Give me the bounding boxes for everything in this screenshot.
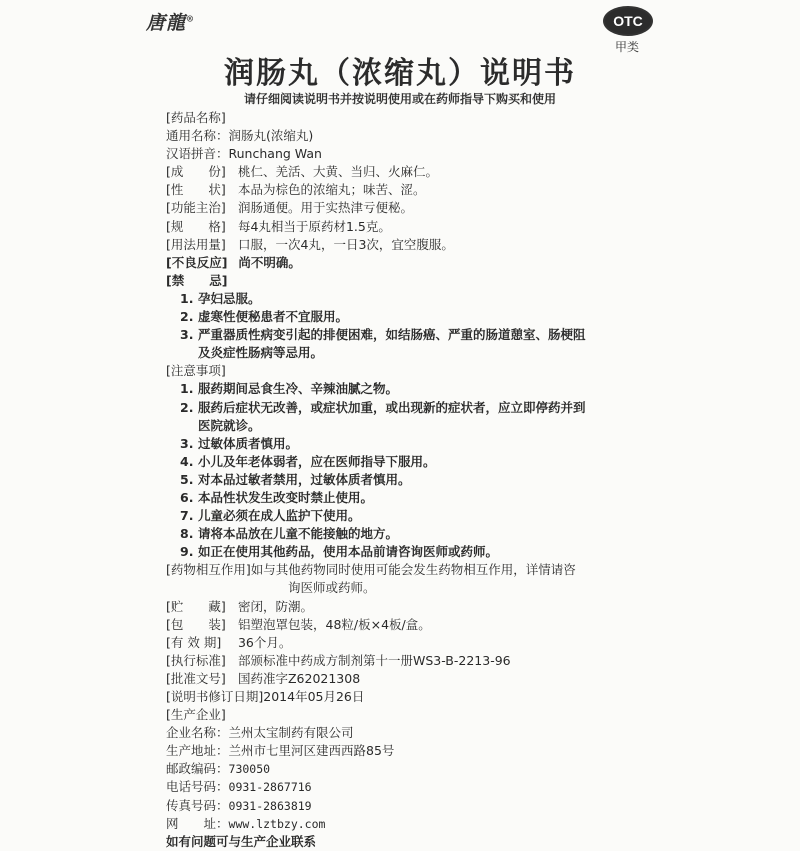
precautions-header: [注意事项] [166, 363, 226, 379]
contraindications-header: [禁 忌] [166, 272, 228, 288]
brand-logo: 唐龍® [146, 12, 196, 34]
manufacturer-row: 传真号码：0931-2863819 [166, 797, 312, 813]
adverse-label: [不良反应] [166, 254, 228, 270]
interactions-value-cont: 询医师或药师。 [288, 580, 376, 596]
approval-label: [批准文号] [166, 670, 226, 686]
indications-value: 润肠通便。用于实热津亏便秘。 [237, 200, 413, 216]
usage-row [166, 236, 686, 254]
manufacturer-row: 电话号码：0931-2867716 [166, 779, 312, 795]
manufacturer-row: 网 址：www.lztbzy.com [166, 815, 326, 831]
interactions-row [166, 561, 686, 579]
usage-notice: 请仔细阅读说明书并按说明使用或在药师指导下购买和使用 [243, 92, 556, 106]
validity-row [166, 634, 686, 652]
manufacturer-row: 企业名称：兰州太宝制药有限公司 [166, 725, 354, 741]
ingredients-value: 桃仁、羌活、大黄、当归、火麻仁。 [237, 164, 438, 180]
interactions-label: [药物相互作用] [166, 562, 251, 578]
page-title: 润肠丸（浓缩丸）说明书 [224, 56, 576, 91]
revision-label: [说明书修订日期] [166, 689, 264, 704]
revision-value: 2014年05月26日 [263, 689, 365, 704]
common-name-value: 润肠丸(浓缩丸) [228, 128, 314, 144]
storage-value: 密闭，防潮。 [237, 598, 313, 614]
packaging-value: 铝塑泡罩包装，48粒/板×4板/盒。 [237, 616, 431, 632]
precaution-item: 3. 过敏体质者慎用。 [180, 435, 299, 451]
manufacturer-header: [生产企业] [166, 707, 226, 723]
packaging-label: [包 装] [166, 616, 226, 632]
usage-label: [用法用量] [166, 236, 226, 252]
pinyin-label: 汉语拼音： [166, 146, 229, 162]
precaution-item: 1. 服药期间忌食生冷、辛辣油腻之物。 [180, 381, 399, 397]
contraindication-item: 2. 虚寒性便秘患者不宜服用。 [180, 309, 349, 325]
precaution-item: 8. 请将本品放在儿童不能接触的地方。 [180, 526, 399, 542]
usage-value: 口服，一次4丸，一日3次，宜空腹服。 [237, 236, 454, 252]
otc-badge: OTC [603, 6, 653, 36]
adverse-row [166, 254, 686, 272]
ingredients-row [166, 163, 686, 181]
pinyin-value: Runchang Wan [228, 146, 322, 162]
drug-name-header: [药品名称] [166, 110, 226, 125]
manufacturer-footer: 如有问题可与生产企业联系 [166, 833, 317, 849]
contraindication-item: 1. 孕妇忌服。 [180, 290, 261, 306]
properties-label: [性 状] [166, 182, 226, 198]
interactions-value: 如与其他药物同时使用可能会发生药物相互作用，详情请咨 [250, 562, 576, 578]
precaution-item: 5. 对本品过敏者禁用，过敏体质者慎用。 [180, 471, 411, 487]
properties-row [166, 181, 686, 199]
leaflet-body [166, 109, 686, 851]
precaution-item: 7. 儿童必须在成人监护下使用。 [180, 508, 361, 524]
packaging-row [166, 616, 686, 634]
specification-value: 每4丸相当于原药材1.5克。 [237, 218, 391, 234]
properties-value: 本品为棕色的浓缩丸；味苦、涩。 [237, 182, 426, 198]
standard-label: [执行标准] [166, 652, 226, 668]
specification-label: [规 格] [166, 218, 226, 234]
approval-row [166, 670, 686, 688]
common-name-label: 通用名称： [166, 128, 229, 144]
standard-row [166, 652, 686, 670]
precaution-item: 6. 本品性状发生改变时禁止使用。 [180, 489, 374, 505]
storage-row [166, 598, 686, 616]
precaution-item-cont: 医院就诊。 [198, 417, 261, 433]
validity-value: 36个月。 [237, 634, 292, 650]
validity-label: [有 效 期] [166, 634, 222, 650]
approval-value: 国药准字Z62021308 [237, 670, 361, 686]
manufacturer-row: 生产地址：兰州市七里河区建西西路85号 [166, 743, 395, 759]
specification-row [166, 218, 686, 236]
common-name-row [166, 127, 686, 145]
precaution-item: 4. 小儿及年老体弱者，应在医师指导下服用。 [180, 453, 436, 469]
precaution-item: 2. 服药后症状无改善，或症状加重，或出现新的症状者，应立即停药并到 [180, 399, 586, 415]
ingredients-label: [成 份] [166, 164, 226, 180]
revision-row [166, 688, 686, 706]
indications-label: [功能主治] [166, 200, 226, 216]
manufacturer-row: 邮政编码：730050 [166, 761, 271, 777]
pinyin-row [166, 145, 686, 163]
storage-label: [贮 藏] [166, 598, 226, 614]
contraindication-item: 3. 严重器质性病变引起的排便困难，如结肠癌、严重的肠道憩室、肠梗阻 [180, 327, 586, 343]
indications-row [166, 199, 686, 217]
otc-class-label: 甲类 [614, 40, 639, 54]
contraindication-item-cont: 及炎症性肠病等忌用。 [198, 345, 324, 361]
adverse-value: 尚不明确。 [238, 254, 301, 270]
precaution-item: 9. 如正在使用其他药品，使用本品前请咨询医师或药师。 [180, 544, 499, 560]
standard-value: 部颁标准中药成方制剂第十一册WS3-B-2213-96 [237, 652, 511, 668]
interactions-row-cont [166, 579, 686, 597]
